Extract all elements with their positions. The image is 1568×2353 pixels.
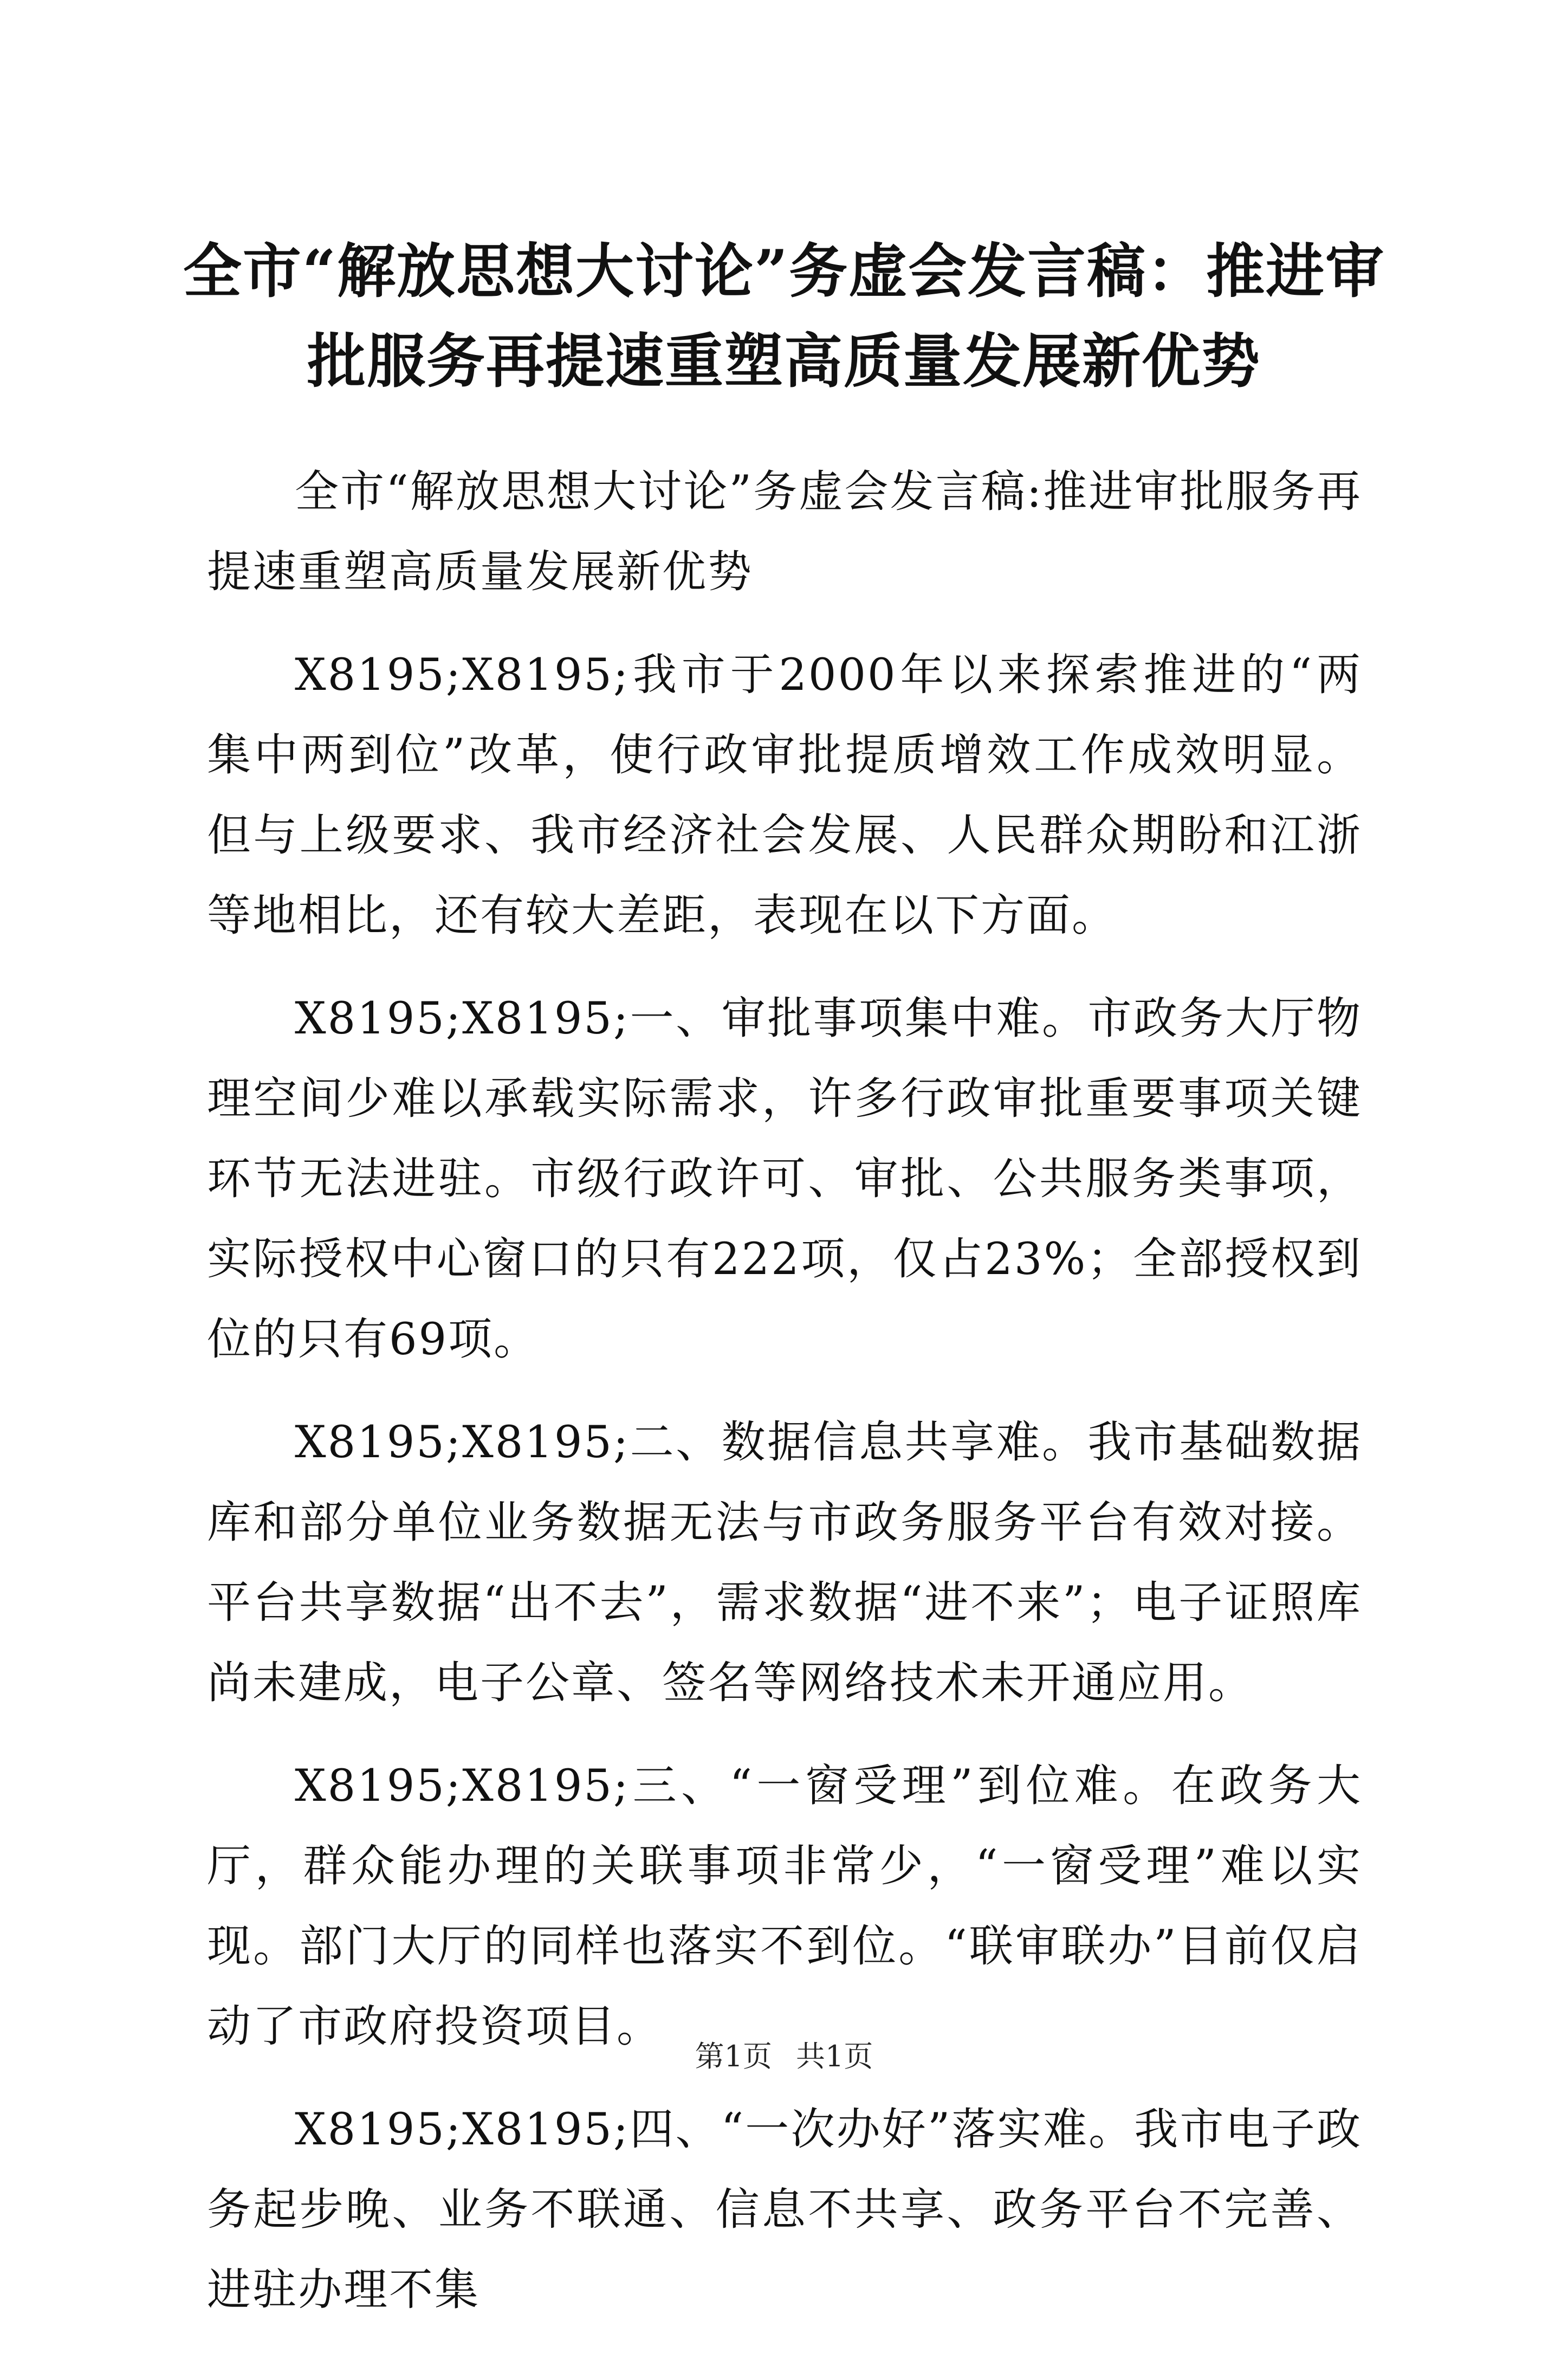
paragraph-subtitle: 全市“解放思想大讨论”务虚会发言稿:推进审批服务再提速重塑高质量发展新优势	[207, 467, 1362, 598]
paragraph-item-1: X8195;X8195;一、审批事项集中难。市政务大厅物理空间少难以承载实际需求，许多行政审批重要事项关键环节无法进驻。市级行政许可、审批、公共服务类事项，实际授权中心窗口的只有222项，仅占23%；全部授权到位的只有69项。	[207, 993, 1362, 1365]
page-number-current: 第1页	[695, 2039, 772, 2073]
page-number-total: 共1页	[796, 2039, 873, 2073]
paragraph-item-2: X8195;X8195;二、数据信息共享难。我市基础数据库和部分单位业务数据无法与市政务服务平台有效对接。平台共享数据“出不去”，需求数据“进不来”；电子证照库尚未建成，电子公章、签名等网络技术未开通应用。	[207, 1417, 1362, 1709]
paragraph-item-4: X8195;X8195;四、“一次办好”落实难。我市电子政务起步晚、业务不联通、信息不共享、政务平台不完善、进驻办理不集	[207, 2104, 1362, 2316]
page-footer	[0, 2038, 1568, 2076]
paragraph-item-3: X8195;X8195;三、“一窗受理”到位难。在政务大厅，群众能办理的关联事项非常少，“一窗受理”难以实现。部门大厅的同样也落实不到位。“联审联办”目前仅启动了市政府投资项目。	[207, 1761, 1362, 2052]
paragraph-intro: X8195;X8195;我市于2000年以来探索推进的“两集中两到位”改革，使行政审批提质增效工作成效明显。但与上级要求、我市经济社会发展、人民群众期盼和江浙等地相比，还有较大差距，表现在以下方面。	[207, 650, 1362, 941]
document-title: 全市“解放思想大讨论”务虚会发言稿：推进审批服务再提速重塑高质量发展新优势	[183, 237, 1385, 396]
